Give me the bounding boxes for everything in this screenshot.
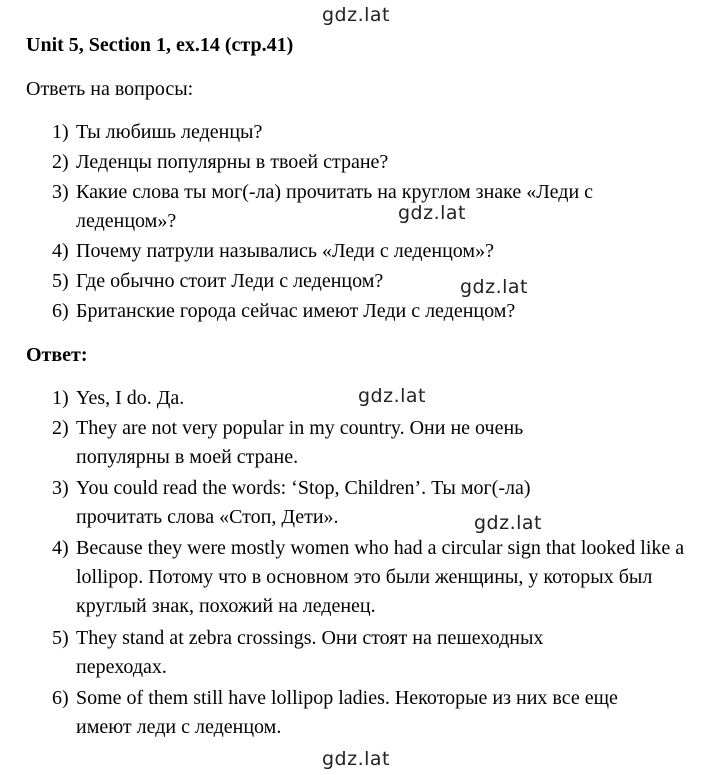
answer-number: 5) bbox=[52, 627, 69, 649]
answer-item bbox=[52, 384, 712, 413]
question-item bbox=[52, 267, 712, 296]
answer-item bbox=[52, 624, 712, 682]
question-number: 1) bbox=[52, 121, 69, 143]
question-number: 6) bbox=[52, 300, 69, 322]
question-number: 4) bbox=[52, 240, 69, 262]
watermark: gdz.lat bbox=[474, 512, 543, 534]
question-text: Ты любишь леденцы? bbox=[76, 121, 263, 143]
question-item bbox=[52, 297, 712, 326]
question-number: 2) bbox=[52, 151, 69, 173]
questions-prompt: Ответь на вопросы: bbox=[26, 78, 194, 100]
watermark: gdz.lat bbox=[460, 276, 529, 298]
answer-number: 3) bbox=[52, 477, 69, 499]
question-number: 3) bbox=[52, 181, 69, 203]
answer-text: You could read the words: ‘Stop, Children’. Ты мог(-ла) прочитать слова «Стоп, Дети». bbox=[76, 477, 531, 528]
question-text: Какие слова ты мог(-ла) прочитать на круглом знаке «Леди с леденцом»? bbox=[76, 181, 594, 232]
answer-item bbox=[52, 414, 712, 472]
question-text: Почему патрули назывались «Леди с леденцом»? bbox=[76, 240, 494, 262]
answer-text: Because they were mostly women who had a circular sign that looked like a lollipop. Потому что в основном это были женщины, у которых был круглый знак, похожий на леденец. bbox=[76, 537, 685, 617]
answer-number: 2) bbox=[52, 417, 69, 439]
question-item bbox=[52, 148, 712, 177]
question-number: 5) bbox=[52, 270, 69, 292]
answer-text: They stand at zebra crossings. Они стоят на пешеходных переходах. bbox=[76, 627, 544, 678]
answer-item bbox=[52, 684, 712, 742]
answer-number: 4) bbox=[52, 537, 69, 559]
answer-number: 6) bbox=[52, 687, 69, 709]
question-text: Британские города сейчас имеют Леди с леденцом? bbox=[76, 300, 516, 322]
question-text: Где обычно стоит Леди с леденцом? bbox=[76, 270, 384, 292]
exercise-title: Unit 5, Section 1, ex.14 (стр.41) bbox=[26, 34, 294, 56]
answer-text: Yes, I do. Да. bbox=[76, 387, 185, 409]
question-item bbox=[52, 178, 712, 236]
answer-text: They are not very popular in my country. Они не очень популярны в моей стране. bbox=[76, 417, 524, 468]
question-item bbox=[52, 237, 712, 266]
watermark: gdz.lat bbox=[322, 4, 391, 26]
watermark: gdz.lat bbox=[358, 385, 427, 407]
answer-item bbox=[52, 474, 712, 532]
answer-heading: Ответ: bbox=[26, 344, 88, 366]
watermark: gdz.lat bbox=[322, 748, 391, 770]
answer-number: 1) bbox=[52, 387, 69, 409]
question-text: Леденцы популярны в твоей стране? bbox=[76, 151, 389, 173]
answer-item bbox=[52, 534, 712, 621]
watermark: gdz.lat bbox=[398, 202, 467, 224]
answer-text: Some of them still have lollipop ladies. Некоторые из них все еще имеют леди с леденцом. bbox=[76, 687, 618, 738]
question-item bbox=[52, 118, 712, 147]
